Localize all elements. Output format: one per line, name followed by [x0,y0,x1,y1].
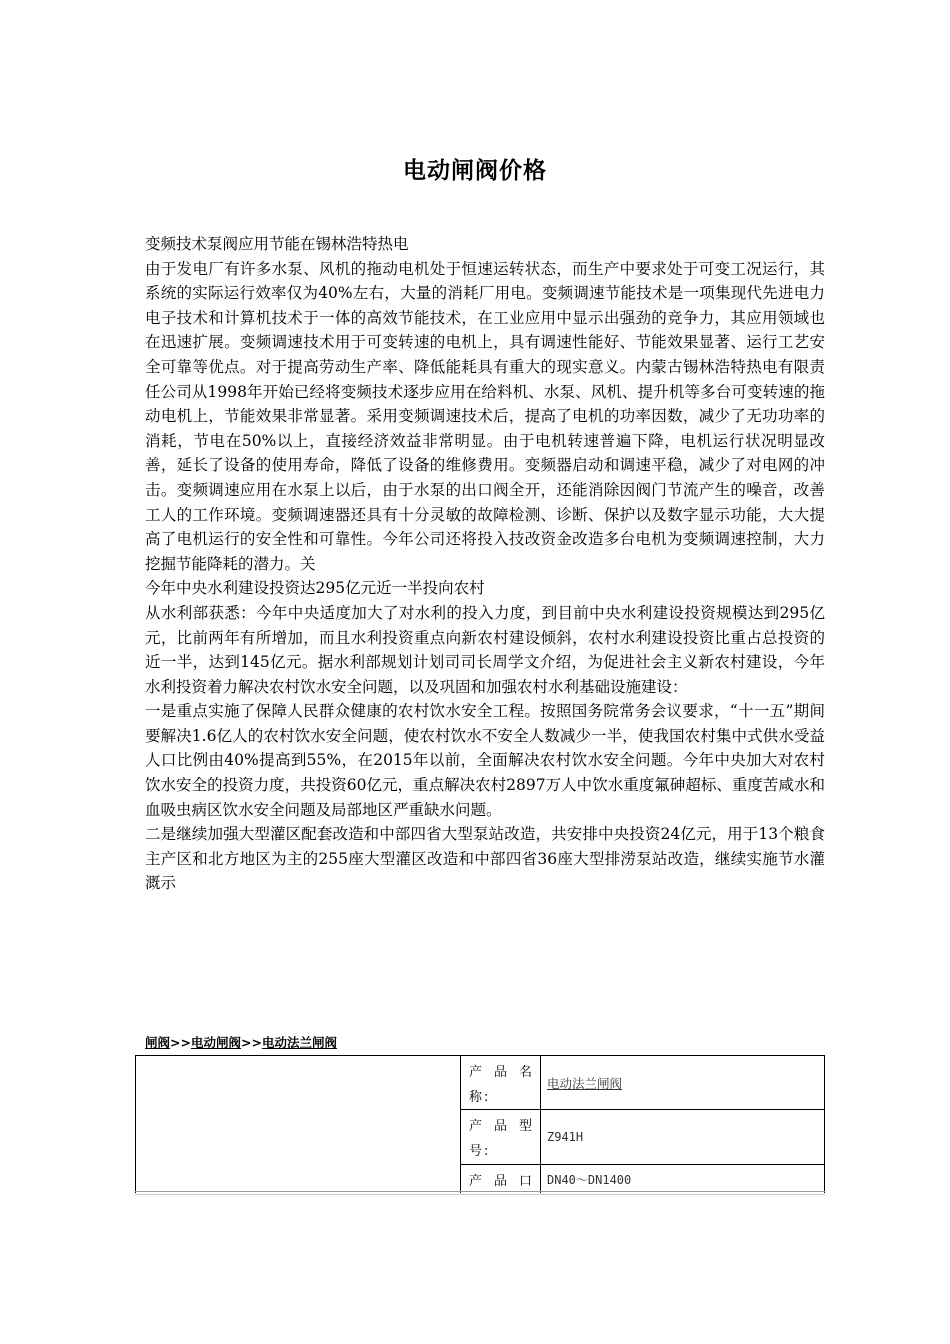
product-name-label: 产 品 名 称: [461,1056,541,1109]
product-name-value [541,1056,825,1109]
breadcrumb-link-gate-valve[interactable]: 闸阀 [145,1035,171,1050]
breadcrumb [145,1033,337,1051]
paragraph-3: 一是重点实施了保障人民群众健康的农村饮水安全工程。按照国务院常务会议要求，“十一五”期间要解决1.6亿人的农村饮水安全问题，使农村饮水不安全人数减少一半，使我国农村集中式供水受益人口比例由40%提高到55%，在2015年以前，全面解决农村饮水安全问题。今年中央加大对农村饮水安全的投资力度，共投资60亿元，重点解决农村2897万人中饮水重度氟砷超标、重度苦咸水和血吸虫病区饮水安全问题及局部地区严重缺水问题。 [145,702,825,819]
breadcrumb-link-electric-gate-valve[interactable]: 电动闸阀 [190,1035,241,1050]
breadcrumb-link-electric-flange-gate-valve[interactable]: 电动法兰闸阀 [261,1035,337,1050]
paragraph-heading-1: 变频技术泵阀应用节能在锡林浩特热电 [145,235,409,253]
article-body [145,232,825,896]
product-model-value: Z941H [547,1130,584,1144]
paragraph-1: 由于发电厂有许多水泵、风机的拖动电机处于恒速运转状态，而生产中要求处于可变工况运行，其系统的实际运行效率仅为40%左右，大量的消耗厂用电。变频调速节能技术是一项集现代先进电力电子技术和计算机技术于一体的高效节能技术，在工业应用中显示出强劲的竞争力，其应用领域也在迅速扩展。变频调速技术用于可变转速的电机上，具有调速性能好、节能效果显著、运行工艺安全可靠等优点。对于提高劳动生产率、降低能耗具有重大的现实意义。内蒙古锡林浩特热电有限责任公司从1998年开始已经将变频技术逐步应用在给料机、水泵、风机、提升机等多台可变转速的拖动电机上，节能效果非常显著。采用变频调速技术后，提高了电机的功率因数，减少了无功功率的消耗，节电在50%以上，直接经济效益非常明显。由于电机转速普遍下降，电机运行状况明显改善，延长了设备的使用寿命，降低了设备的维修费用。变频器启动和调速平稳，减少了对电网的冲击。变频调速应用在水泵上以后，由于水泵的出口阀全开，还能消除因阀门节流产生的噪音，改善工人的工作环境。变频调速器还具有十分灵敏的故障检测、诊断、保护以及数字显示功能，大大提高了电机运行的安全性和可靠性。今年公司还将投入技改资金改造多台电机为变频调速控制，大力挖掘节能降耗的潜力。关 [145,259,825,573]
paragraph-4: 二是继续加强大型灌区配套改造和中部四省大型泵站改造，共安排中央投资24亿元，用于13个粮食主产区和北方地区为主的255座大型灌区改造和中部四省36座大型排涝泵站改造，继续实施节水灌溉示 [145,825,825,893]
breadcrumb-separator: >> [240,1035,262,1050]
product-caliber-value: DN40～DN1400 [547,1173,632,1187]
product-name-row [461,1056,825,1110]
product-info-table [135,1055,825,1193]
product-image-cell [136,1056,461,1193]
product-caliber-label: 产 品 口 [461,1165,541,1193]
product-name-link[interactable]: 电动法兰闸阀 [547,1075,623,1091]
paragraph-heading-2: 今年中央水利建设投资达295亿元近一半投向农村 [145,579,485,598]
paragraph-2: 从水利部获悉：今年中央适度加大了对水利的投入力度，到目前中央水利建设投资规模达到295亿元，比前两年有所增加，而且水利投资重点向新农村建设倾斜，农村水利建设投资比重占总投资的近一半，达到145亿元。据水利部规划计划司司长周学文介绍，为促进社会主义新农村建设，今年水利投资着力解决农村饮水安全问题，以及巩固和加强农村水利基础设施建设： [145,603,825,696]
page-title: 电动闸阀价格 [403,158,547,184]
product-model-label: 产 品 型 号: [461,1110,541,1164]
table-bottom-border [135,1191,825,1192]
product-caliber-row [461,1165,825,1193]
table-bottom-border-inner [135,1194,825,1195]
breadcrumb-separator: >> [170,1035,191,1050]
product-model-row [461,1110,825,1165]
